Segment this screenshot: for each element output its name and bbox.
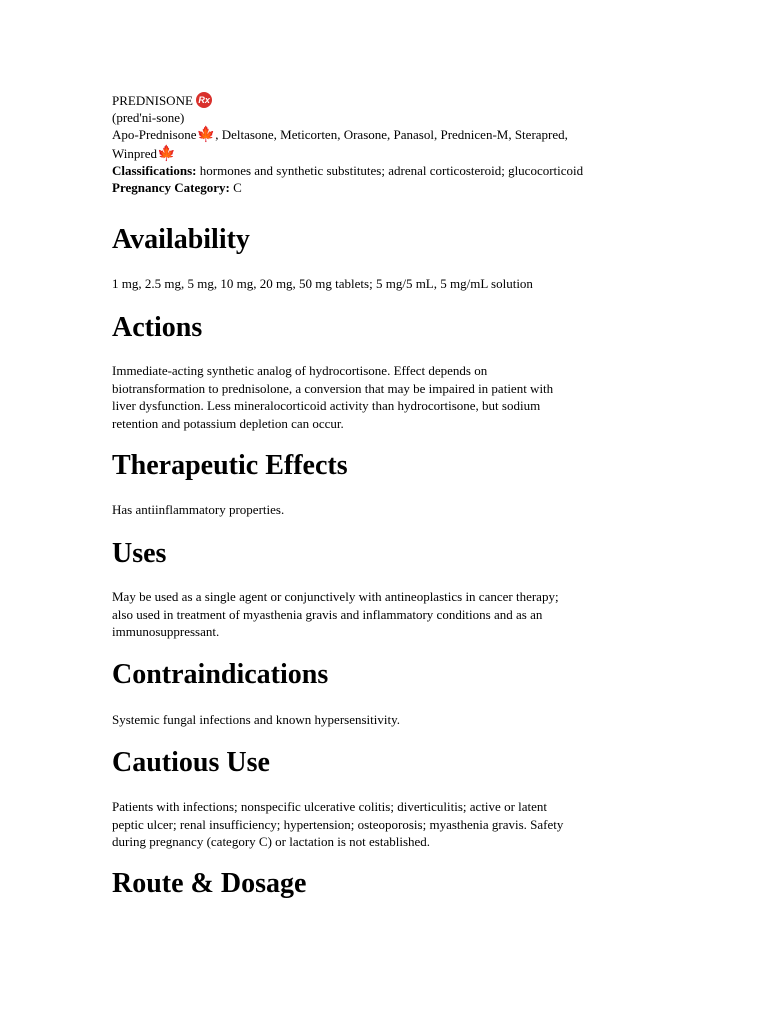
heading-cautious-use: Cautious Use bbox=[112, 747, 270, 778]
cautious-line: during pregnancy (category C) or lactation is not established. bbox=[112, 834, 431, 849]
pregnancy-category bbox=[112, 179, 642, 196]
brand-names bbox=[112, 126, 642, 143]
uses-line: also used in treatment of myasthenia gravis and inflammatory conditions and as an bbox=[112, 606, 543, 622]
uses-line: immunosuppressant. bbox=[112, 624, 220, 639]
section-route-dosage bbox=[112, 868, 642, 900]
section-contraindications bbox=[112, 659, 642, 729]
rx-icon: Rx bbox=[196, 92, 212, 108]
brand-winpred: Winpred bbox=[112, 146, 157, 161]
heading-availability: Availability bbox=[112, 224, 250, 255]
drug-title-line bbox=[112, 92, 642, 109]
cautious-line: Patients with infections; nonspecific ulcerative colitis; diverticulitis; active or latent bbox=[112, 799, 548, 814]
section-cautious-use bbox=[112, 747, 642, 851]
pregnancy-value: C bbox=[229, 180, 242, 195]
actions-text bbox=[112, 362, 642, 432]
classifications bbox=[112, 162, 642, 179]
uses-line: May be used as a single agent or conjunctively with antineoplastics in cancer therapy; bbox=[112, 589, 559, 604]
actions-line: biotransformation to prednisolone, a conversion that may be impaired in patient with bbox=[112, 380, 554, 396]
brand-names-line2 bbox=[112, 145, 642, 162]
classifications-label: Classifications: bbox=[112, 163, 197, 178]
heading-actions: Actions bbox=[112, 312, 203, 343]
section-actions bbox=[112, 312, 642, 432]
cautious-line: peptic ulcer; renal insufficiency; hypertension; osteoporosis; myasthenia gravis. Safety bbox=[112, 816, 564, 832]
pregnancy-label: Pregnancy Category: bbox=[112, 180, 230, 195]
therapeutic-text: Has antiinflammatory properties. bbox=[112, 502, 285, 517]
actions-line: retention and potassium depletion can occur. bbox=[112, 415, 344, 431]
classifications-value: hormones and synthetic substitutes; adrenal corticosteroid; glucocorticoid bbox=[196, 163, 584, 178]
drug-name: PREDNISONE bbox=[112, 93, 193, 108]
section-availability bbox=[112, 224, 642, 293]
contraindications-text: Systemic fungal infections and known hypersensitivity. bbox=[112, 712, 400, 727]
brand-apo-prednisone: Apo-Prednisone bbox=[112, 127, 197, 142]
monograph bbox=[112, 92, 642, 899]
cautious-text bbox=[112, 798, 642, 851]
pronunciation: (pred'ni-sone) bbox=[112, 110, 185, 125]
maple-leaf-icon: 🍁 bbox=[156, 146, 176, 162]
heading-therapeutic-effects: Therapeutic Effects bbox=[112, 450, 348, 481]
drug-header bbox=[112, 92, 642, 196]
maple-leaf-icon: 🍁 bbox=[196, 127, 216, 143]
actions-line: Immediate-acting synthetic analog of hydrocortisone. Effect depends on bbox=[112, 363, 488, 378]
uses-text bbox=[112, 588, 642, 641]
heading-route-dosage: Route & Dosage bbox=[112, 868, 307, 899]
availability-text: 1 mg, 2.5 mg, 5 mg, 10 mg, 20 mg, 50 mg tablets; 5 mg/5 mL, 5 mg/mL solution bbox=[112, 276, 533, 291]
brand-names-rest: , Deltasone, Meticorten, Orasone, Panasol, Prednicen-M, Sterapred, bbox=[215, 127, 568, 142]
heading-contraindications: Contraindications bbox=[112, 659, 329, 690]
section-therapeutic-effects bbox=[112, 450, 642, 519]
section-uses bbox=[112, 538, 642, 641]
heading-uses: Uses bbox=[112, 538, 167, 569]
actions-line: liver dysfunction. Less mineralocorticoid activity than hydrocortisone, but sodium bbox=[112, 398, 541, 413]
